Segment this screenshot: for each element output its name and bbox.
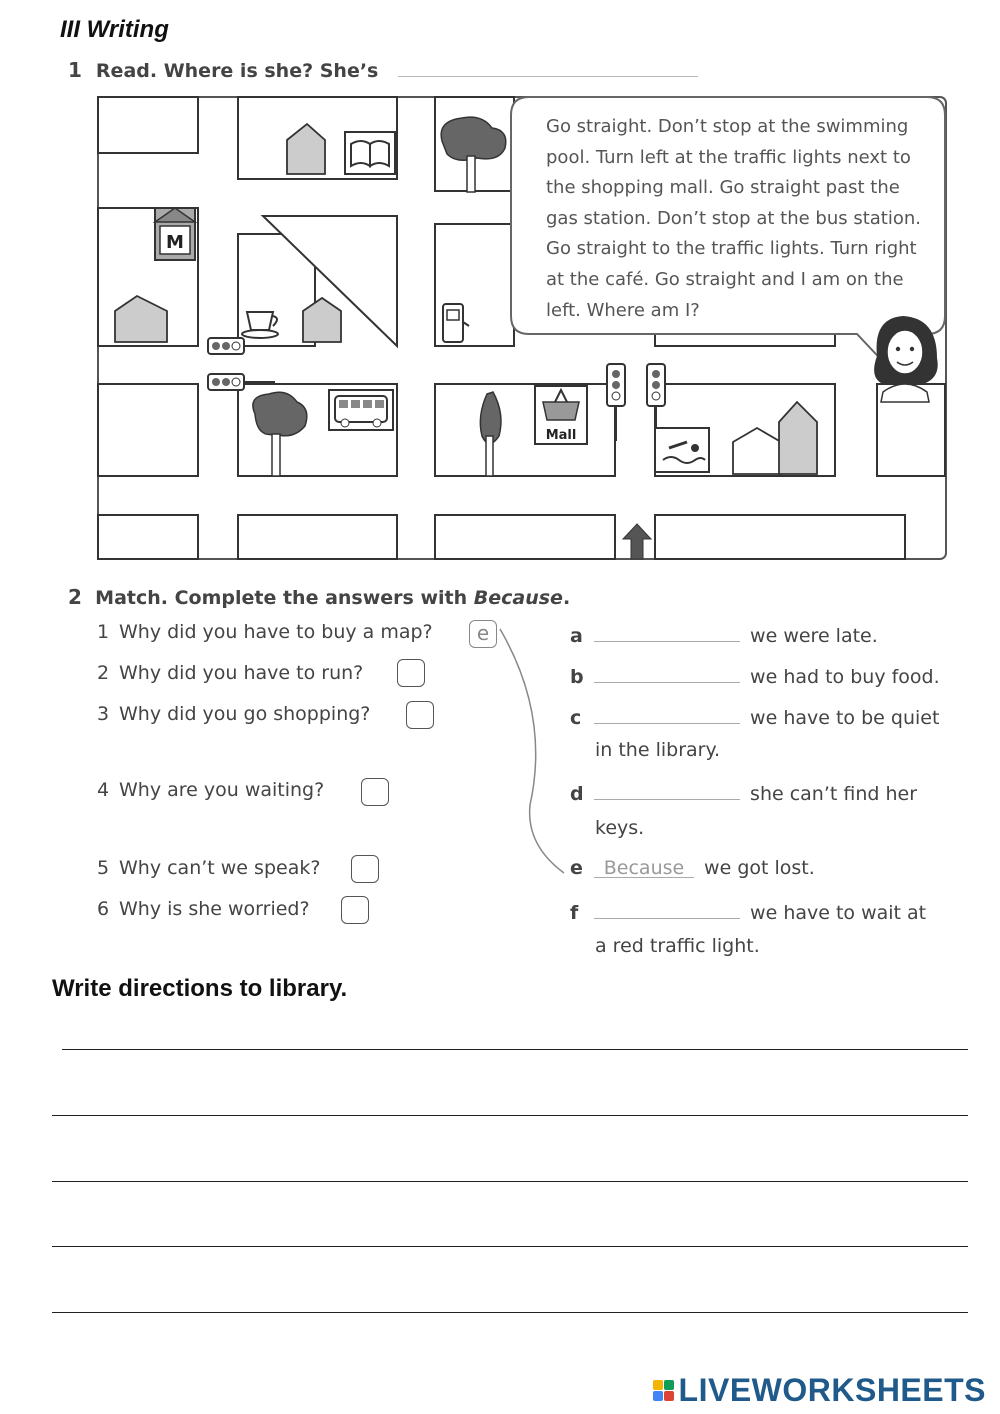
- question-item: 2 Why did you have to run?: [97, 662, 364, 684]
- writing-task-title: Write directions to library.: [52, 975, 348, 1002]
- writing-line[interactable]: [52, 1181, 968, 1182]
- exercise2-prompt: [68, 585, 570, 609]
- writing-line[interactable]: [52, 1312, 968, 1313]
- because-blank[interactable]: [594, 898, 740, 919]
- swimming-pool-icon: [655, 428, 709, 472]
- writing-line[interactable]: [62, 1049, 968, 1050]
- map-block: [238, 515, 397, 559]
- answer-continuation: a red traffic light.: [595, 935, 760, 957]
- section-title: III Writing: [60, 16, 169, 43]
- answer-box[interactable]: [406, 701, 434, 729]
- answer-box[interactable]: [341, 896, 369, 924]
- writing-line[interactable]: [52, 1115, 968, 1116]
- directions-line: left. Where am I?: [546, 299, 700, 321]
- question-item: 5 Why can’t we speak?: [97, 857, 321, 879]
- match-line: [490, 625, 570, 880]
- library-book-icon: [345, 132, 395, 174]
- exercise2-number: 2: [68, 585, 82, 609]
- directions-line: at the café. Go straight and I am on the: [546, 268, 904, 290]
- brand-logo: [653, 1372, 986, 1409]
- directions-line: Go straight to the traffic lights. Turn right: [546, 238, 917, 260]
- mall-icon: [535, 386, 587, 444]
- exercise2-prompt-suffix: .: [562, 587, 571, 609]
- because-blank[interactable]: [594, 779, 740, 800]
- because-blank[interactable]: [594, 662, 740, 683]
- museum-icon: [155, 208, 195, 260]
- brand-name: LIVEWORKSHEETS: [678, 1372, 986, 1408]
- answer-item: c we have to be quiet: [570, 703, 939, 729]
- directions-line: gas station. Don’t stop at the bus station.: [546, 207, 921, 229]
- because-blank[interactable]: [594, 703, 740, 724]
- answer-continuation: in the library.: [595, 739, 721, 761]
- bus-station-icon: [329, 390, 393, 430]
- answer-box[interactable]: [351, 855, 379, 883]
- answer-continuation: keys.: [595, 817, 645, 839]
- exercise1-answer-field[interactable]: [398, 56, 698, 77]
- exercise1-prompt-row: [68, 56, 698, 82]
- map-block: [98, 384, 198, 476]
- directions-line: the shopping mall. Go straight past the: [546, 177, 900, 199]
- answer-item: e Because we got lost.: [570, 857, 815, 879]
- question-item: 1 Why did you have to buy a map?: [97, 621, 433, 643]
- directions-text: [546, 112, 936, 326]
- exercise1-prompt: Read. Where is she? She’s: [95, 60, 379, 82]
- answer-item: a we were late.: [570, 621, 878, 647]
- directions-line: pool. Turn left at the traffic lights next to: [546, 146, 911, 168]
- answer-box[interactable]: e: [469, 620, 497, 648]
- exercise1-number: 1: [68, 58, 82, 82]
- writing-line[interactable]: [52, 1246, 968, 1247]
- answer-box[interactable]: [397, 659, 425, 687]
- map-block: [435, 515, 615, 559]
- question-item: 3 Why did you go shopping?: [97, 703, 371, 725]
- question-item: 4 Why are you waiting?: [97, 779, 325, 801]
- mall-label: Mall: [545, 428, 577, 443]
- because-blank[interactable]: Because: [594, 857, 694, 878]
- because-blank[interactable]: [594, 621, 740, 642]
- question-item: 6 Why is she worried?: [97, 898, 310, 920]
- map-block: [98, 515, 198, 559]
- answer-box[interactable]: [361, 778, 389, 806]
- exercise2-prompt-keyword: Because: [473, 587, 563, 609]
- answer-item: b we had to buy food.: [570, 662, 940, 688]
- museum-label: M: [166, 232, 184, 253]
- map-block: [98, 97, 198, 153]
- brand-logo-icon: [653, 1380, 675, 1402]
- answer-item: f we have to wait at: [570, 898, 926, 924]
- answer-item: d she can’t find her: [570, 779, 917, 805]
- map-block: [655, 515, 905, 559]
- directions-line: Go straight. Don’t stop at the swimming: [546, 116, 909, 137]
- exercise2-prompt-prefix: Match. Complete the answers with: [95, 587, 474, 609]
